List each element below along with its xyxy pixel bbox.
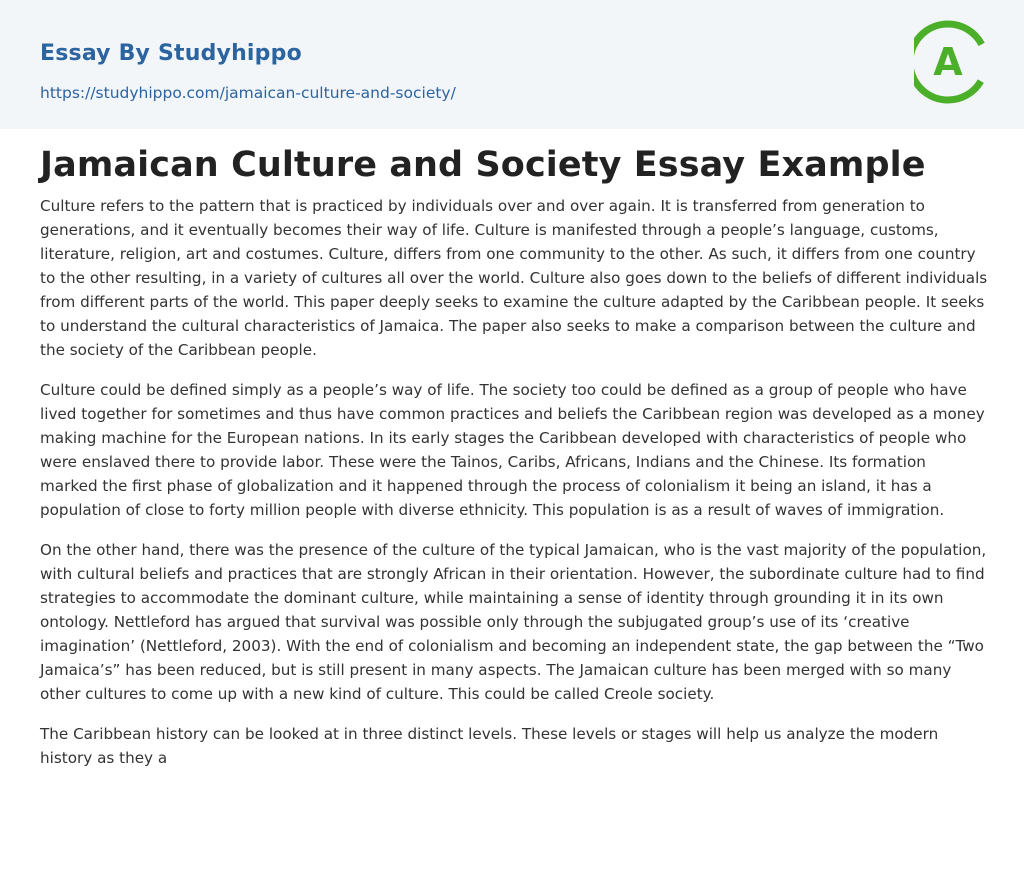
essay-paragraph: The Caribbean history can be looked at in three distinct levels. These levels or stages will help us analyze the modern history as they a <box>40 725 939 767</box>
source-url-link[interactable]: https://studyhippo.com/jamaican-culture-and-society/ <box>40 84 456 102</box>
essay-paragraph: Culture could be defined simply as a people’s way of life. The society too could be defined as a group of people who have lived together for sometimes and thus have common practices and beliefs the Caribbean region was developed as a money making machine for the European nations. In its early stages the Caribbean developed with characteristics of people who were enslaved there to provide labor. These were the Tainos, Caribs, Africans, Indians and the Chinese. Its formation marked the first phase of globalization and it happened through the process of colonialism it being an island, it has a population of close to forty million people with diverse ethnicity. This population is as a result of waves of immigration. <box>40 381 985 519</box>
essay-paragraph: On the other hand, there was the presence of the culture of the typical Jamaican, who is the vast majority of the population, with cultural beliefs and practices that are strongly African in their orientation. However, the subordinate culture had to find strategies to accommodate the dominant culture, while maintaining a sense of identity through grounding it in its own ontology. Nettleford has argued that survival was possible only through the subjugated group’s use of its ‘creative imagination’ (Nettleford, 2003). With the end of colonialism and becoming an independent state, the gap between the “Two Jamaica’s” has been reduced, but is still present in many aspects. The Jamaican culture has been merged with so many other cultures to come up with a new kind of culture. This could be called Creole society. <box>40 541 987 703</box>
essay-body <box>40 194 988 786</box>
logo-letter: A <box>933 40 963 84</box>
essay-paragraph: Culture refers to the pattern that is practiced by individuals over and over again. It is transferred from generation to generations, and it eventually becomes their way of life. Culture is manifested through a people’s language, customs, literature, religion, art and costumes. Culture, differs from one community to the other. As such, it differs from one country to the other resulting, in a variety of cultures all over the world. Culture also goes down to the beliefs of different individuals from different parts of the world. This paper deeply seeks to examine the culture adapted by the Caribbean people. It seeks to understand the cultural characteristics of Jamaica. The paper also seeks to make a comparison between the culture and the society of the Caribbean people. <box>40 197 988 359</box>
site-header <box>0 0 1024 129</box>
brand-title: Essay By Studyhippo <box>40 41 302 66</box>
page-title: Jamaican Culture and Society Essay Example <box>40 145 926 185</box>
studyhippo-logo-icon <box>914 20 986 106</box>
